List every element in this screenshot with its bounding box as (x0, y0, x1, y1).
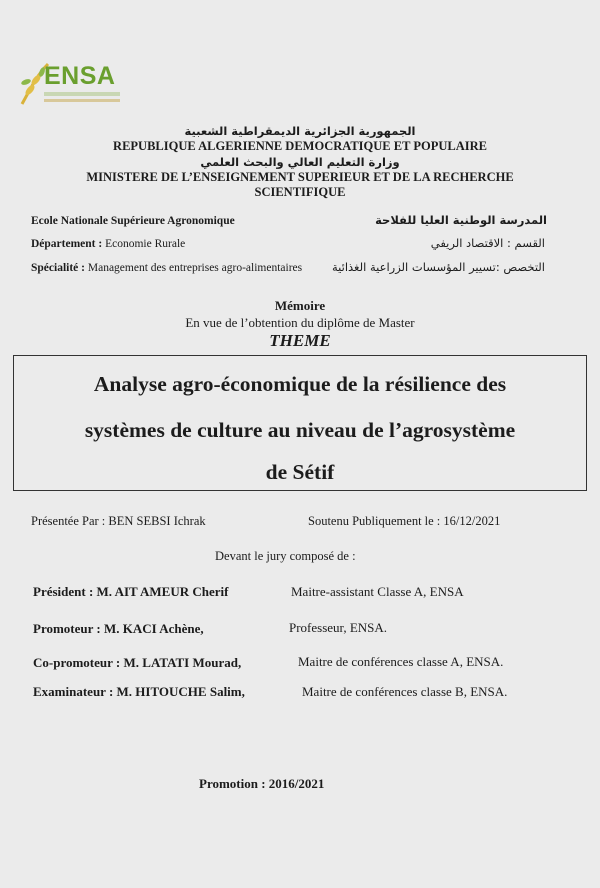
memoire-title: Mémoire (274, 298, 326, 313)
speciality-fr (31, 262, 302, 274)
logo-underline-2 (44, 99, 120, 102)
jury-promoter-title: Professeur, ENSA. (289, 620, 388, 635)
department-value: Economie Rurale (105, 238, 186, 250)
memoire-subtitle: En vue de l’obtention du diplôme de Master (185, 315, 415, 330)
school-ar: المدرسة الوطنية العليا للفلاحة (375, 213, 547, 227)
presented-by: Présentée Par : BEN SEBSI Ichrak (31, 514, 206, 528)
theme-label: THEME (269, 331, 331, 350)
logo-text: ENSA (44, 62, 116, 90)
defended-date: Soutenu Publiquement le : 16/12/2021 (308, 514, 501, 528)
speciality-value: Management des entreprises agro-alimentaires (87, 262, 303, 274)
jury-promoter: Promoteur : M. KACI Achène, (33, 621, 204, 636)
department-ar: القسم : الاقتصاد الريفي (430, 236, 545, 250)
school-fr: Ecole Nationale Supérieure Agronomique (31, 215, 235, 227)
header-fr-ministry: MINISTERE DE L’ENSEIGNEMENT SUPERIEUR ET DE LA RECHERCHE (86, 170, 514, 184)
header-ar-ministry: وزارة التعليم العالي والبحث العلمي (200, 155, 400, 169)
speciality-label: Spécialité : (31, 262, 85, 274)
header-ar-republic: الجمهورية الجزائرية الديمقراطية الشعبية (184, 124, 416, 138)
promotion: Promotion : 2016/2021 (199, 776, 325, 791)
jury-president-title: Maitre-assistant Classe A, ENSA (291, 584, 464, 599)
jury-president: Président : M. AIT AMEUR Cherif (33, 584, 229, 599)
header-fr-ministry-2: SCIENTIFIQUE (254, 185, 346, 199)
department-label: Département : (31, 238, 103, 250)
logo-underline (44, 92, 120, 96)
jury-intro: Devant le jury composé de : (215, 549, 356, 563)
theme-line-3: de Sétif (265, 460, 335, 484)
department-fr (31, 238, 185, 250)
jury-co-promoter-title: Maitre de conférences classe A, ENSA. (298, 654, 504, 669)
speciality-ar: التخصص :تسيير المؤسسات الزراعية الغذائية (331, 260, 545, 274)
ensa-logo (18, 60, 128, 110)
jury-examiner-title: Maitre de conférences classe B, ENSA. (302, 684, 508, 699)
jury-examiner: Examinateur : M. HITOUCHE Salim, (33, 684, 245, 699)
jury-co-promoter: Co-promoteur : M. LATATI Mourad, (33, 655, 242, 670)
theme-line-1: Analyse agro-économique de la résilience des (93, 372, 507, 396)
theme-line-2: systèmes de culture au niveau de l’agrosystème (84, 418, 516, 442)
header-fr-republic: REPUBLIQUE ALGERIENNE DEMOCRATIQUE ET POPULAIRE (113, 139, 487, 153)
